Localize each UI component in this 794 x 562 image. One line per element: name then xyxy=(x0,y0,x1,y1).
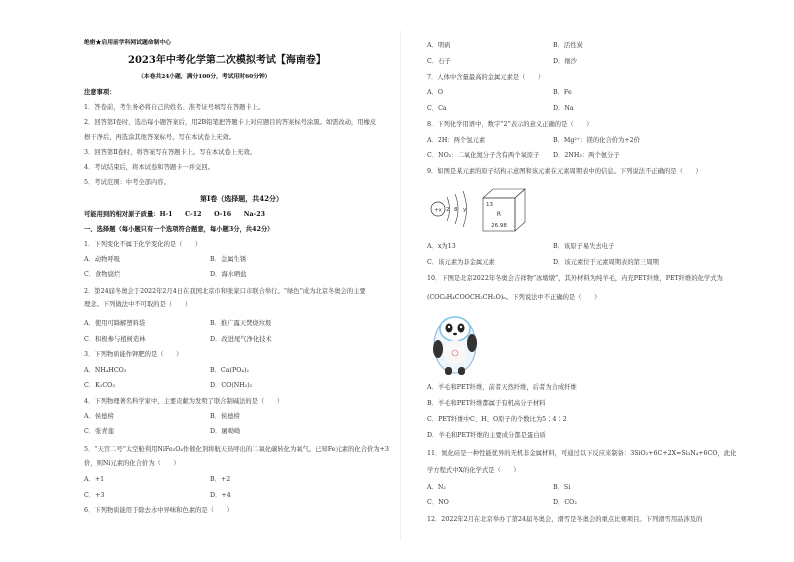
question-option: D．细沙 xyxy=(553,58,577,65)
question-option: B．Si xyxy=(553,484,571,491)
question-option: B．该原子易失去电子 xyxy=(553,243,615,250)
mascot-leg xyxy=(458,367,465,375)
question-option: C．张青莲 xyxy=(84,428,115,435)
question-option: C．NO₂：二氧化氮分子含有两个氧原子 xyxy=(427,152,540,159)
question-option: A．羊毛和PET纤维，前者天然纤维，后者为合成纤维 xyxy=(427,384,577,391)
note-item: 1．答卷前，考生务必将自己的姓名、准考证号填写在答题卡上。 xyxy=(84,104,265,111)
question-stem: 10．下图是北京2022年冬奥会吉祥物“冰墩墩”，其外材料为纯羊毛，内充PET纤维，PET纤维的化学式为 xyxy=(427,275,723,282)
atomic-mass-line: 可能用到的相对原子质量：H-1 C-12 O-16 Na-23 xyxy=(84,211,265,218)
mascot-nose xyxy=(453,333,457,335)
mascot-illustration xyxy=(426,307,484,377)
watermark-header: 绝密★启用前学科网试题命制中心 xyxy=(84,40,171,46)
question-option: C．石子 xyxy=(427,58,451,65)
question-stem-cont: 价，则Ni元素的化合价为（ ） xyxy=(84,460,180,467)
question-option: B．羊毛和PET纤维都属于有机高分子材料 xyxy=(427,400,546,407)
question-option: B．Mg²⁺：镁的化合价为+2价 xyxy=(553,137,640,144)
question-option: D．CO(NH₂)₂ xyxy=(210,382,253,389)
question-option: B．Ca(PO₄)₂ xyxy=(210,367,249,374)
note-item: 4．考试结束后，将本试卷和答题卡一并交回。 xyxy=(84,164,214,171)
question-stem-cont: 学方程式中X的化学式是（ ） xyxy=(427,467,520,474)
question-option: A．NH₄HCO₃ xyxy=(84,367,127,374)
question-stem: 3．下列物质能作钾肥的是（ ） xyxy=(84,351,183,358)
mascot-leg xyxy=(445,367,452,375)
question-option: A．x为13 xyxy=(427,243,456,250)
question-option: A．2H：两个氢元素 xyxy=(427,137,486,144)
mascot-eye xyxy=(460,326,462,328)
question-option: A．明矾 xyxy=(427,42,451,49)
question-option: D．海水晒盐 xyxy=(210,271,247,278)
question-option: B．推广露天焚烧垃圾 xyxy=(210,320,272,327)
mascot-eye xyxy=(448,326,450,328)
element-symbol: R xyxy=(496,211,502,218)
question-option: C．NO xyxy=(427,499,449,506)
note-item: 2．回答第Ⅰ卷时，选出每小题答案后，用2B铅笔把答题卡上对应题目的答案标号涂黑。如需改动，用橡皮 xyxy=(84,119,377,126)
question-option: A．O xyxy=(427,89,444,96)
mascot-arm xyxy=(433,340,443,358)
question-stem: 5．“天宫二号”太空舱利用NiFe₂O₄作催化剂将航天员呼出的二氧化碳转化为氧气。已知Fe元素的化合价为+3 xyxy=(84,446,389,453)
part-heading: 一、选择题（每小题只有一个选项符合题意，每小题3分，共42分） xyxy=(84,226,274,233)
shell-count: 2 xyxy=(446,207,450,213)
exam-subtitle: （本卷共24小题，满分100分，考试用时60分钟） xyxy=(138,74,271,80)
question-option: B．活性炭 xyxy=(553,42,583,49)
question-option: A．N₂ xyxy=(427,484,446,491)
question-option: C．该元素为非金属元素 xyxy=(427,259,495,266)
question-stem: 2．第24届冬奥会于2022年2月4日在我国北京市和张家口市联合举行。“绿色”成为北京冬奥会的主要 xyxy=(84,288,366,295)
question-option: C．PET纤维中C、H、O原子的个数比为5∶4∶2 xyxy=(427,416,567,423)
question-option: A．侯德榜 xyxy=(84,413,114,420)
question-stem: 9．如图是某元素的原子结构示意图和该元素在元素周期表中的信息。下列说法不正确的是（ ） xyxy=(427,168,702,175)
question-stem: 1．下列变化不属于化学变化的是（ ） xyxy=(84,241,202,248)
question-option: C．K₂CO₃ xyxy=(84,382,115,389)
question-option: C．Ca xyxy=(427,105,447,112)
atomic-structure-diagram xyxy=(428,186,480,232)
question-option: B．+2 xyxy=(210,476,231,483)
question-stem-cont: (COC₆H₄COOCH₂CH₂O)ₙ。下列说法中不正确的是（ ） xyxy=(427,294,601,301)
question-stem: 11．氮化硅是一种性能优异的无机非金属材料，可通过以下反应来制备：3SiO₂+6C+2X=Si₃N₄+6CO，此化 xyxy=(427,450,737,457)
question-option: A．+1 xyxy=(84,476,105,483)
note-item: 3．回答第Ⅱ卷时，将答案写在答题卡上。写在本试卷上无效。 xyxy=(84,149,257,156)
question-stem: 7．人体中含量最高的金属元素是（ ） xyxy=(427,74,545,81)
column-divider xyxy=(400,30,401,540)
question-option: D．+4 xyxy=(210,492,231,499)
nucleus-label: +x xyxy=(434,207,442,214)
mascot-face xyxy=(440,317,470,341)
question-option: D．Na xyxy=(553,105,574,112)
question-option: C．积极参与植树造林 xyxy=(84,336,146,343)
section-title: 第Ⅰ卷（选择题，共42分） xyxy=(200,194,284,203)
question-option: A．使用可降解塑料袋 xyxy=(84,320,146,327)
cell-side-face xyxy=(515,189,525,231)
atomic-mass: 26.98 xyxy=(491,223,507,229)
periodic-table-cell xyxy=(480,186,528,234)
question-option: B．Fe xyxy=(553,89,572,96)
question-option: D．羊毛和PET纤维的主要成分都是蛋白质 xyxy=(427,432,546,439)
note-item: 擦干净后，再选涂其他答案标号。写在本试卷上无效。 xyxy=(84,134,236,141)
question-stem: 8．下列化学用语中，数字“2”表示的意义正确的是（ ） xyxy=(427,121,593,128)
question-option: D．屠呦呦 xyxy=(210,428,241,435)
notes-heading: 注意事项： xyxy=(84,89,116,96)
exam-title: 2023年中考化学第二次模拟考试【海南卷】 xyxy=(128,55,326,66)
shell-count: y xyxy=(463,207,467,213)
question-option: D．CO₂ xyxy=(553,499,577,506)
question-option: D．改进尾气净化技术 xyxy=(210,336,272,343)
shell-count: 8 xyxy=(454,207,458,213)
mascot-belly xyxy=(444,340,466,364)
question-option: C．+3 xyxy=(84,492,105,499)
question-option: D．2NH₃：两个氨分子 xyxy=(553,152,620,159)
question-option: D．该元素位于元素周期表的第三周期 xyxy=(553,259,659,266)
mascot-arm xyxy=(467,334,477,352)
question-stem: 4．下列物理著名科学家中，主要贡献为发明了联合制碱法的是（ ） xyxy=(84,398,284,405)
question-option: B．金属生锈 xyxy=(210,256,247,263)
note-item: 5．考试范围：中考全部内容。 xyxy=(84,179,170,186)
question-option: A．动物呼吸 xyxy=(84,256,121,263)
question-option: C．食物腐烂 xyxy=(84,271,121,278)
question-stem: 12．2022年2月在北京举办了第24届冬奥会，滑雪是冬奥会的重点比赛项目。下列滑雪用品涉及的 xyxy=(427,516,703,523)
question-option: B．侯德榜 xyxy=(210,413,240,420)
atomic-number: 13 xyxy=(486,202,493,208)
cell-top-face xyxy=(483,189,525,198)
question-stem-cont: 理念。下列做法中不可取的是（ ） xyxy=(84,301,192,308)
question-stem: 6．下列物质能用于除去水中异味和色素的是（ ） xyxy=(84,507,233,514)
